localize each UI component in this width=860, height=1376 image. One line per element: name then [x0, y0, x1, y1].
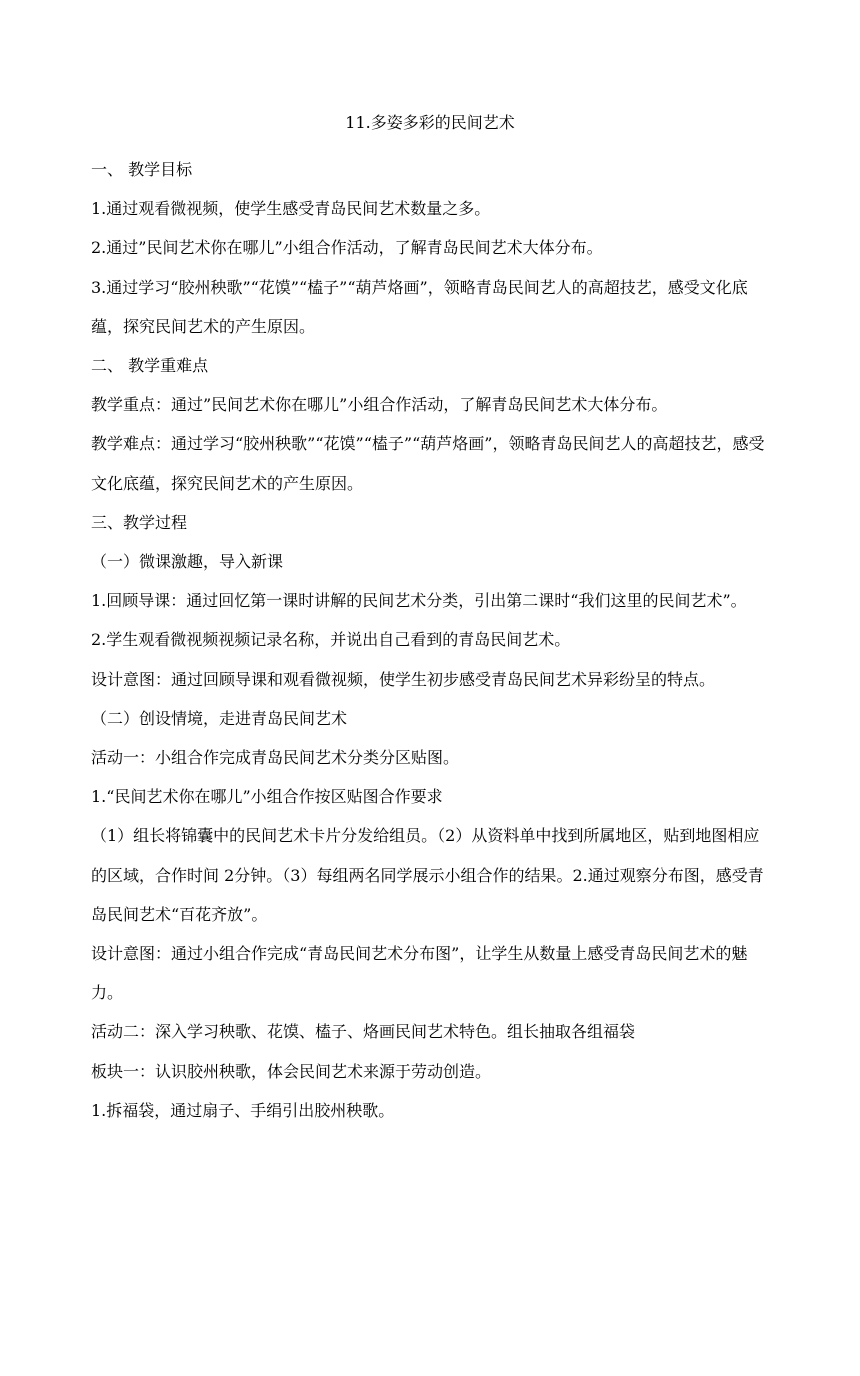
paragraph-objective-2: 2.通过”民间艺术你在哪儿”小组合作活动，了解青岛民间艺术大体分布。 [91, 238, 603, 258]
section-heading-process: 三、教学过程 [91, 512, 188, 532]
paragraph-activity-2: 活动二：深入学习秧歌、花馍、榼子、烙画民间艺术特色。组长抽取各组福袋 [91, 1022, 636, 1042]
paragraph-objective-3: 3.通过学习“胶州秧歌”“花馍”“榼子”“葫芦烙画”，领略青岛民间艺人的高超技艺，感受文化底蕴，探究民间艺术的产生原因。 [91, 277, 748, 336]
paragraph-difficult-point: 教学难点：通过学习“胶州秧歌”“花馍”“榼子”“葫芦烙画”，领略青岛民间艺人的高超技艺，感受文化底蕴，探究民间艺术的产生原因。 [91, 434, 765, 493]
paragraph-design-intent-2: 设计意图：通过小组合作完成“青岛民间艺术分布图”，让学生从数量上感受青岛民间艺术的魅力。 [91, 944, 748, 1003]
document-body [91, 150, 769, 1130]
section-heading-key-points: 二、 教学重难点 [91, 356, 209, 376]
paragraph-block-1-step: 1.拆福袋，通过扇子、手绢引出胶州秧歌。 [91, 1100, 395, 1120]
paragraph-intro-2: 2.学生观看微视频视频记录名称，并说出自己看到的青岛民间艺术。 [91, 630, 571, 650]
section-heading-objectives: 一、 教学目标 [91, 160, 193, 179]
paragraph-activity-1: 活动一：小组合作完成青岛民间艺术分类分区贴图。 [91, 748, 460, 768]
subsection-heading-intro: （一）微课激趣，导入新课 [91, 552, 284, 572]
paragraph-activity-1-requirements: （1）组长将锦囊中的民间艺术卡片分发给组员。（2）从资料单中找到所属地区，贴到地图相应的区域，合作时间 2分钟。（3）每组两名同学展示小组合作的结果。2.通过观察分布图，感受青岛民间艺术“百花齐放”。 [91, 826, 764, 924]
paragraph-block-1: 板块一：认识胶州秧歌，体会民间艺术来源于劳动创造。 [91, 1061, 492, 1081]
subsection-heading-scenario: （二）创设情境，走进青岛民间艺术 [91, 708, 348, 728]
page-title: 11.多姿多彩的民间艺术 [345, 113, 515, 132]
paragraph-activity-1-step: 1.“民间艺术你在哪儿”小组合作按区贴图合作要求 [91, 787, 443, 807]
paragraph-intro-1: 1.回顾导课：通过回忆第一课时讲解的民间艺术分类，引出第二课时“我们这里的民间艺术”。 [91, 591, 747, 611]
paragraph-design-intent-1: 设计意图：通过回顾导课和观看微视频，使学生初步感受青岛民间艺术异彩纷呈的特点。 [91, 669, 716, 689]
paragraph-objective-1: 1.通过观看微视频，使学生感受青岛民间艺术数量之多。 [91, 199, 491, 219]
paragraph-key-point: 教学重点：通过”民间艺术你在哪儿”小组合作活动，了解青岛民间艺术大体分布。 [91, 395, 668, 415]
